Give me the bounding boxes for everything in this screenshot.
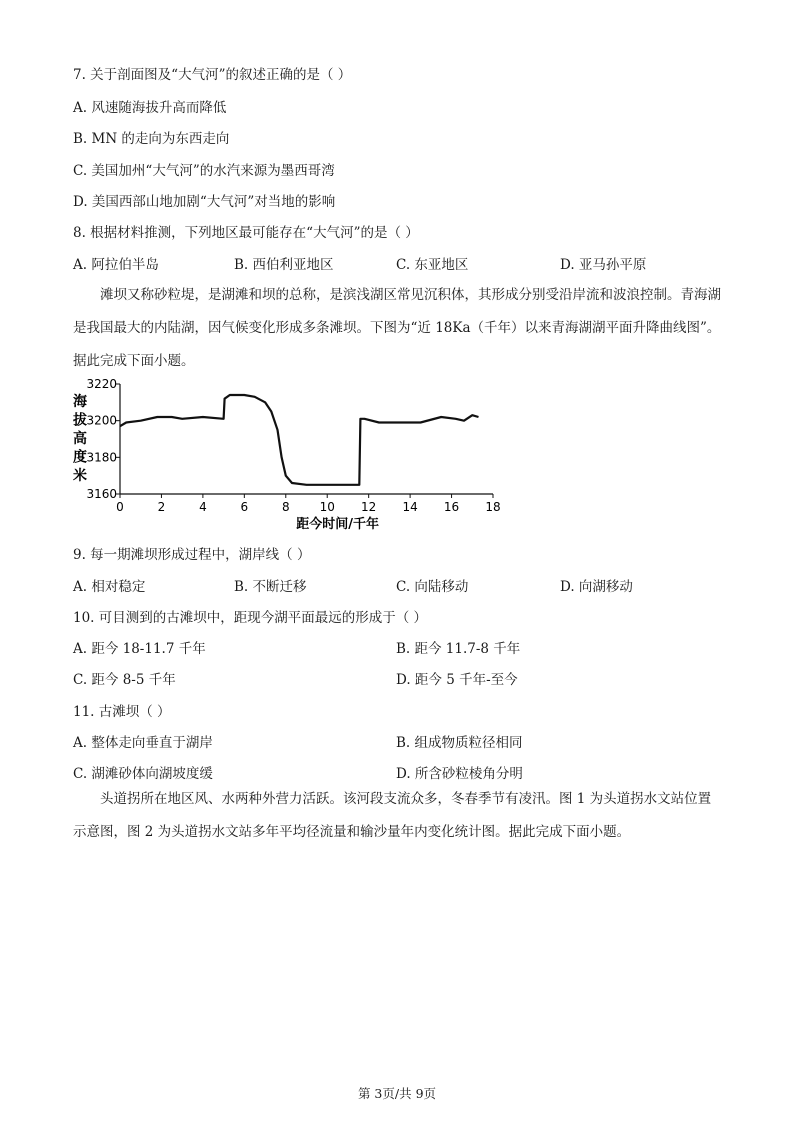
lake-level-chart xyxy=(68,372,508,532)
q7-option-a: A. 风速随海拔升高而降低 xyxy=(73,100,227,116)
q9-option-c: C. 向陆移动 xyxy=(396,579,469,595)
x-tick-label: 14 xyxy=(402,500,418,514)
q10-option-b: B. 距今 11.7-8 千年 xyxy=(396,641,521,657)
q11-option-c: C. 湖滩砂体向湖坡度缓 xyxy=(73,766,213,782)
y-tick-label: 3160 xyxy=(86,487,117,501)
passage-toudaoguai: 头道拐所在地区风、水两种外营力活跃。该河段支流众多，冬春季节有凌汛。图 1 为头道拐水文站位置示意图，图 2 为头道拐水文站多年平均径流量和输沙量年内变化统计图。据此完成下面小题。 xyxy=(73,791,712,840)
q9-option-a: A. 相对稳定 xyxy=(73,579,146,595)
q8-option-d: D. 亚马孙平原 xyxy=(560,257,647,273)
y-axis-label-group xyxy=(72,393,88,484)
x-tick-label: 8 xyxy=(281,500,290,514)
x-ticks xyxy=(116,494,500,514)
axes xyxy=(120,384,493,494)
q11-option-d: D. 所含砂粒棱角分明 xyxy=(396,766,523,782)
q9-option-d: D. 向湖移动 xyxy=(560,579,633,595)
q10-option-a: A. 距今 18-11.7 千年 xyxy=(73,641,206,657)
x-axis-label: 距今时间/千年 xyxy=(296,517,379,532)
x-tick-label: 2 xyxy=(157,500,166,514)
x-tick-label: 16 xyxy=(443,500,460,514)
x-tick-label: 18 xyxy=(485,500,501,514)
x-tick-label: 10 xyxy=(319,500,335,514)
q10-option-c: C. 距今 8-5 千年 xyxy=(73,672,176,688)
y-axis-label-char: 拔 xyxy=(73,412,87,429)
y-tick-label: 3200 xyxy=(86,413,117,428)
q7-option-d: D. 美国西部山地加剧“大气河”对当地的影响 xyxy=(73,194,336,210)
q7-stem: 7. 关于剖面图及“大气河”的叙述正确的是（ ） xyxy=(73,67,352,83)
q7-option-b: B. MN 的走向为东西走向 xyxy=(73,131,230,147)
passage-beach-bar: 滩坝又称砂粒堤，是湖滩和坝的总称，是滨浅湖区常见沉积体，其形成分别受沿岸流和波浪控制。青海湖是我国最大的内陆湖，因气候变化形成多条滩坝。下图为“近 18Ka（千年）以来青海湖湖平面升降曲线图”。据此完成下面小题。 xyxy=(73,287,721,369)
q9-option-b: B. 不断迁移 xyxy=(234,579,307,595)
y-axis-label-char: 高 xyxy=(73,431,87,447)
q8-option-c: C. 东亚地区 xyxy=(396,257,469,273)
y-axis-label-char: 度 xyxy=(73,449,87,466)
q7-option-c: C. 美国加州“大气河”的水汽来源为墨西哥湾 xyxy=(73,163,335,179)
q8-option-b: B. 西伯利亚地区 xyxy=(234,257,334,273)
q8-option-a: A. 阿拉伯半岛 xyxy=(73,257,159,273)
q11-option-b: B. 组成物质粒径相同 xyxy=(396,735,523,751)
lake-level-line xyxy=(120,395,479,485)
x-tick-label: 4 xyxy=(199,500,207,514)
y-tick-label: 3180 xyxy=(86,450,117,465)
y-axis-label-char: 海 xyxy=(73,394,87,410)
page-footer: 第 3页/共 9页 xyxy=(357,1086,437,1101)
q8-stem: 8. 根据材料推测，下列地区最可能存在“大气河”的是（ ） xyxy=(73,225,419,241)
y-ticks xyxy=(86,377,120,501)
y-axis-label-char: 米 xyxy=(73,468,87,484)
q11-option-a: A. 整体走向垂直于湖岸 xyxy=(73,735,213,751)
q11-stem: 11. 古滩坝（ ） xyxy=(73,704,171,720)
q10-option-d: D. 距今 5 千年-至今 xyxy=(396,672,518,688)
q9-stem: 9. 每一期滩坝形成过程中，湖岸线（ ） xyxy=(73,547,311,563)
q10-stem: 10. 可目测到的古滩坝中，距现今湖平面最远的形成于（ ） xyxy=(73,610,428,626)
x-tick-label: 6 xyxy=(240,500,249,514)
x-tick-label: 0 xyxy=(116,500,124,514)
y-tick-label: 3220 xyxy=(86,377,117,391)
x-tick-label: 12 xyxy=(361,500,377,514)
